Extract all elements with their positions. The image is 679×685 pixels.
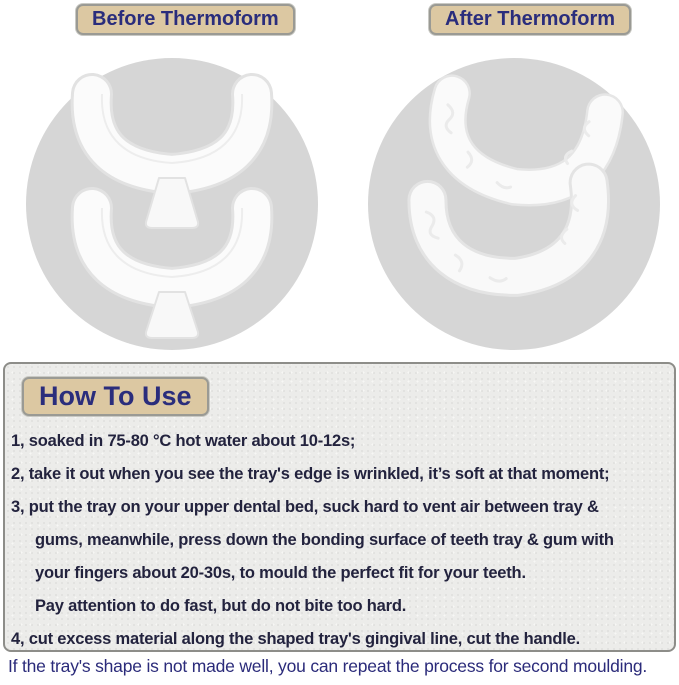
before-thermoform-photo (26, 58, 318, 350)
before-thermoform-badge: Before Thermoform (76, 4, 295, 35)
step-2: 2, take it out when you see the tray's edge is wrinkled, it’s soft at that moment; (11, 465, 610, 483)
how-to-use-title-badge: How To Use (22, 377, 209, 416)
step-3-line-2: gums, meanwhile, press down the bonding surface of teeth tray & gum with (35, 531, 614, 549)
repeat-process-note: If the tray's shape is not made well, you can repeat the process for second moulding. (8, 656, 648, 676)
step-1: 1, soaked in 75-80 °C hot water about 10-12s; (11, 432, 356, 450)
after-thermoform-photo (368, 58, 660, 350)
step-3-line-4: Pay attention to do fast, but do not bite too hard. (35, 597, 407, 615)
unmolded-trays-illustration (26, 58, 318, 350)
after-thermoform-badge: After Thermoform (429, 4, 631, 35)
instruction-steps (11, 425, 672, 656)
molded-trays-illustration (368, 58, 660, 350)
step-3-line-1: 3, put the tray on your upper dental bed, suck hard to vent air between tray & (11, 498, 599, 516)
step-4: 4, cut excess material along the shaped tray's gingival line, cut the handle. (11, 630, 580, 648)
dental-tray-unmolded-1 (92, 94, 253, 228)
how-to-use-box (3, 362, 676, 652)
step-3-line-3: your fingers about 20-30s, to mould the perfect fit for your teeth. (35, 564, 526, 582)
